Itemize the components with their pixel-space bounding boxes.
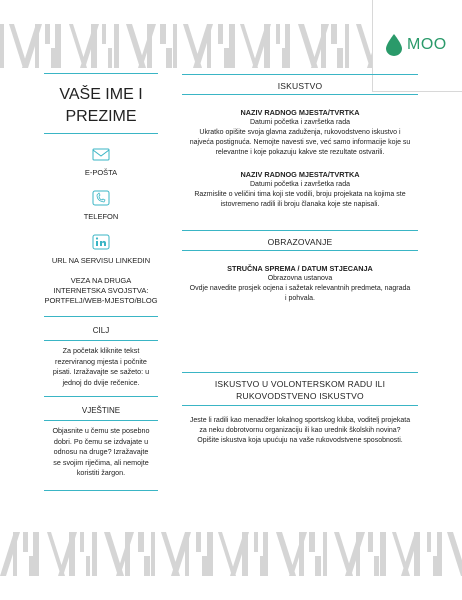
pattern-stripe [299, 532, 304, 576]
decorative-pattern-bottom [0, 532, 462, 576]
divider [182, 405, 418, 406]
volunteer-heading: ISKUSTVO U VOLONTERSKOM RADU ILI RUKOVODSTVENO ISKUSTVO [214, 379, 386, 401]
objective-heading: CILJ [92, 326, 110, 335]
pattern-stripe [173, 24, 177, 68]
skills-heading: VJEŠTINE [81, 406, 121, 415]
logo-text: MOO [407, 36, 447, 53]
candidate-name: VAŠE IME I PREZIME [59, 86, 143, 125]
divider [44, 316, 158, 317]
pattern-stripe [309, 532, 321, 576]
pattern-stripe [437, 532, 442, 576]
education-heading: OBRAZOVANJE [267, 237, 333, 247]
job-dates: Datumi početka i završetka rada [250, 181, 350, 188]
divider [182, 372, 418, 373]
divider [182, 250, 418, 251]
phone-icon [92, 190, 110, 206]
linkedin-label[interactable]: URL NA SERVISU LINKEDIN [51, 256, 151, 265]
pattern-stripe [264, 24, 270, 68]
pattern-stripe [33, 532, 39, 576]
pattern-stripe [125, 532, 130, 576]
pattern-stripe [345, 24, 349, 68]
pattern-stripe [0, 24, 4, 68]
pattern-stripe [92, 532, 97, 576]
pattern-stripe [427, 532, 437, 576]
pattern-stripe [331, 24, 343, 68]
job-description: Razmislite o veličini tima koji ste vodili, broju projekata na kojima ste istovremeno radili ili broju članaka koje ste napisali. [194, 191, 406, 208]
divider [44, 396, 158, 397]
pattern-stripe [321, 24, 326, 68]
pattern-stripe [138, 532, 150, 576]
pattern-stripe [414, 532, 420, 576]
pattern-stripe [254, 532, 264, 576]
pattern-stripe [185, 532, 189, 576]
logo [372, 0, 462, 92]
divider [44, 340, 158, 341]
pattern-stripe [229, 24, 235, 68]
pattern-stripe [323, 532, 327, 576]
degree-title: STRUČNA SPREMA / DATUM STJECANJA [227, 264, 373, 273]
pattern-stripe [55, 24, 61, 68]
pattern-stripe [45, 24, 56, 68]
pattern-stripe [147, 24, 152, 68]
pattern-stripe [276, 24, 286, 68]
pattern-stripe [69, 532, 75, 576]
divider [182, 74, 418, 75]
job-title: NAZIV RADNOG MJESTA/TVRTKA [240, 170, 360, 179]
pattern-stripe [311, 24, 329, 68]
pattern-stripe [207, 24, 211, 68]
pattern-stripe [13, 532, 17, 576]
pattern-stripe [447, 532, 462, 576]
pattern-stripe [80, 532, 90, 576]
divider [44, 133, 158, 134]
divider [44, 490, 158, 491]
volunteer-text: Jeste li radili kao menadžer lokalnog sportskog kluba, voditelj projekata za neku dobrotvornu organizaciju ili kao urednik školskih novina? Opišite iskustva koja upućuju na vaše rukovodstvene sposobnosti. [189, 417, 411, 444]
pattern-stripe [23, 532, 34, 576]
job-description: Ukratko opišite svoja glavna zaduženja, rukovodstveno iskustvo i najveća postignuća. Nemojte navesti sve, već samo informacije koje su relevantne i koje pokazuju kakve ste rezultate ostvarili. [189, 129, 411, 156]
education-description: Ovdje navedite prosjek ocjena i sažetak relevantnih predmeta, nagrada i pohvala. [189, 285, 411, 302]
pattern-stripe [263, 532, 268, 576]
institution: Obrazovna ustanova [267, 275, 333, 282]
portfolio-links[interactable]: VEZA NA DRUGA INTERNETSKA SVOJSTVA: PORTFELJ/WEB-MJESTO/BLOG [44, 276, 158, 305]
pattern-stripe [114, 24, 119, 68]
mail-icon [92, 146, 110, 162]
pattern-stripe [91, 24, 97, 68]
pattern-stripe [345, 532, 365, 576]
linkedin-icon [92, 234, 110, 250]
drop-icon [386, 34, 402, 56]
pattern-stripe [380, 532, 386, 576]
pattern-stripe [35, 24, 39, 68]
email-label[interactable]: E-POŠTA [84, 168, 118, 177]
pattern-stripe [289, 532, 307, 576]
divider [44, 73, 158, 74]
pattern-stripe [207, 532, 213, 576]
skills-text: Objasnite u čemu ste posebno dobri. Po čemu se izdvajate u odnosu na druge? Izražavajte se svojim riječima, ali nemojte koristiti žargon. [52, 426, 150, 477]
pattern-stripe [151, 532, 155, 576]
phone-label[interactable]: TELEFON [83, 212, 119, 221]
pattern-stripe [285, 24, 290, 68]
pattern-stripe [218, 24, 229, 68]
job-title: NAZIV RADNOG MJESTA/TVRTKA [240, 108, 360, 117]
pattern-stripe [242, 532, 248, 576]
experience-heading: ISKUSTVO [277, 81, 323, 91]
pattern-stripe [102, 24, 112, 68]
job-dates: Datumi početka i završetka rada [250, 119, 350, 126]
objective-text: Za početak kliknite tekst rezerviranog mjesta i počnite pisati. Izražavajte se sažeto: u jednoj do dvije rečenice. [52, 346, 150, 387]
pattern-stripe [160, 24, 172, 68]
divider [44, 420, 158, 421]
pattern-stripe [368, 532, 379, 576]
pattern-stripe [356, 532, 360, 576]
pattern-stripe [196, 532, 207, 576]
divider [182, 94, 418, 95]
divider [182, 230, 418, 231]
